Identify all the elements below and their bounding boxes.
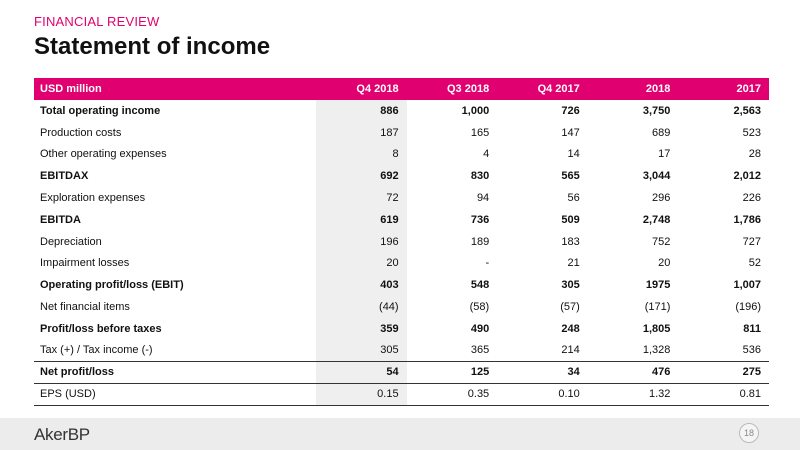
table-row xyxy=(34,187,769,209)
cell-value: 811 xyxy=(743,322,761,335)
table-row xyxy=(34,362,769,384)
cell-value: 226 xyxy=(742,192,761,205)
table-row xyxy=(34,144,769,166)
cell-value: 2,563 xyxy=(733,104,761,117)
cell-value: 305 xyxy=(561,279,580,292)
column-header: USD million xyxy=(34,78,316,100)
cell-value: 296 xyxy=(652,192,671,205)
cell-value: 189 xyxy=(470,235,490,248)
row-label: Total operating income xyxy=(40,104,161,117)
column-header: Q4 2017 xyxy=(497,78,588,100)
cell-value: 359 xyxy=(316,318,407,340)
cell-value: 275 xyxy=(678,362,769,384)
table-row xyxy=(34,318,769,340)
cell-value: 365 xyxy=(470,344,490,357)
row-label: Production costs xyxy=(40,126,122,139)
page-number: 18 xyxy=(739,423,759,443)
cell-value: 0.10 xyxy=(497,383,588,405)
table-row xyxy=(34,100,769,122)
row-label: Net profit/loss xyxy=(34,362,316,384)
cell-value: 886 xyxy=(316,100,407,122)
cell-value: 619 xyxy=(316,209,407,231)
table-header-row xyxy=(34,78,769,100)
cell-value: 830 xyxy=(470,170,490,183)
cell-value: 94 xyxy=(476,192,490,205)
cell-value: 196 xyxy=(316,231,407,253)
column-header: Q4 2018 xyxy=(316,78,407,100)
cell-value: 165 xyxy=(470,126,490,139)
row-label: Profit/loss before taxes xyxy=(40,322,162,335)
cell-value: (196) xyxy=(735,301,761,314)
table-row xyxy=(34,122,769,144)
cell-value: 509 xyxy=(561,213,580,226)
cell-value: 0.15 xyxy=(316,383,407,405)
cell-value: 536 xyxy=(742,344,761,357)
cell-value: 736 xyxy=(470,213,490,226)
cell-value: (58) xyxy=(469,301,490,314)
row-label: Tax (+) / Tax income (-) xyxy=(40,344,153,357)
company-logo: AkerBP xyxy=(34,425,90,444)
cell-value: 183 xyxy=(561,235,580,248)
cell-value: 187 xyxy=(316,122,407,144)
column-header: 2018 xyxy=(588,78,679,100)
table-row xyxy=(34,274,769,296)
cell-value: 752 xyxy=(652,235,671,248)
row-label: Depreciation xyxy=(40,235,102,248)
cell-value: 305 xyxy=(316,340,407,362)
cell-value: 726 xyxy=(561,104,580,117)
table-row xyxy=(34,209,769,231)
cell-value: 523 xyxy=(742,126,761,139)
cell-value: 147 xyxy=(561,126,580,139)
table-body xyxy=(34,100,769,405)
cell-value: 14 xyxy=(567,148,580,161)
cell-value: 20 xyxy=(316,253,407,275)
row-label: EBITDAX xyxy=(40,170,89,183)
column-header: 2017 xyxy=(678,78,769,100)
cell-value: 125 xyxy=(407,362,498,384)
table-row xyxy=(34,253,769,275)
cell-value: 8 xyxy=(316,144,407,166)
cell-value: 20 xyxy=(658,257,671,270)
cell-value: 248 xyxy=(561,322,580,335)
cell-value: 54 xyxy=(316,362,407,384)
cell-value: (44) xyxy=(316,296,407,318)
cell-value: 4 xyxy=(483,148,490,161)
cell-value: 34 xyxy=(497,362,588,384)
cell-value: 21 xyxy=(567,257,580,270)
cell-value: 1,000 xyxy=(461,104,490,117)
cell-value: 689 xyxy=(652,126,671,139)
row-label: EPS (USD) xyxy=(34,383,316,405)
row-label: Other operating expenses xyxy=(40,148,167,161)
table-row xyxy=(34,383,769,405)
cell-value: 1,328 xyxy=(642,344,671,357)
row-label: Net financial items xyxy=(40,301,130,314)
cell-value: - xyxy=(485,257,490,270)
table-row xyxy=(34,231,769,253)
cell-value: 214 xyxy=(561,344,580,357)
cell-value: 0.81 xyxy=(678,383,769,405)
cell-value: 1,007 xyxy=(733,279,761,292)
cell-value: (57) xyxy=(560,301,580,314)
cell-value: 476 xyxy=(588,362,679,384)
cell-value: 3,750 xyxy=(642,104,671,117)
income-statement-table xyxy=(34,78,769,406)
cell-value: 692 xyxy=(316,165,407,187)
cell-value: 1975 xyxy=(645,279,671,292)
row-label: EBITDA xyxy=(40,213,81,226)
cell-value: (171) xyxy=(644,301,671,314)
column-header: Q3 2018 xyxy=(407,78,498,100)
cell-value: 0.35 xyxy=(407,383,498,405)
cell-value: 3,044 xyxy=(642,170,671,183)
cell-value: 2,012 xyxy=(733,170,761,183)
cell-value: 490 xyxy=(470,322,490,335)
cell-value: 403 xyxy=(316,274,407,296)
table-row xyxy=(34,165,769,187)
cell-value: 28 xyxy=(748,148,761,161)
slide-kicker: FINANCIAL REVIEW xyxy=(34,14,160,29)
table-row xyxy=(34,296,769,318)
cell-value: 2,748 xyxy=(642,213,671,226)
cell-value: 52 xyxy=(748,257,761,270)
row-label: Exploration expenses xyxy=(40,192,146,205)
footer-bar xyxy=(0,418,800,450)
cell-value: 17 xyxy=(658,148,671,161)
cell-value: 1,786 xyxy=(733,213,761,226)
cell-value: 56 xyxy=(567,192,580,205)
cell-value: 72 xyxy=(316,187,407,209)
table-row xyxy=(34,340,769,362)
row-label: Impairment losses xyxy=(40,257,130,270)
cell-value: 1.32 xyxy=(588,383,679,405)
cell-value: 1,805 xyxy=(642,322,671,335)
row-label: Operating profit/loss (EBIT) xyxy=(40,279,184,292)
cell-value: 727 xyxy=(742,235,761,248)
slide-title: Statement of income xyxy=(34,33,271,60)
cell-value: 548 xyxy=(470,279,490,292)
cell-value: 565 xyxy=(561,170,580,183)
